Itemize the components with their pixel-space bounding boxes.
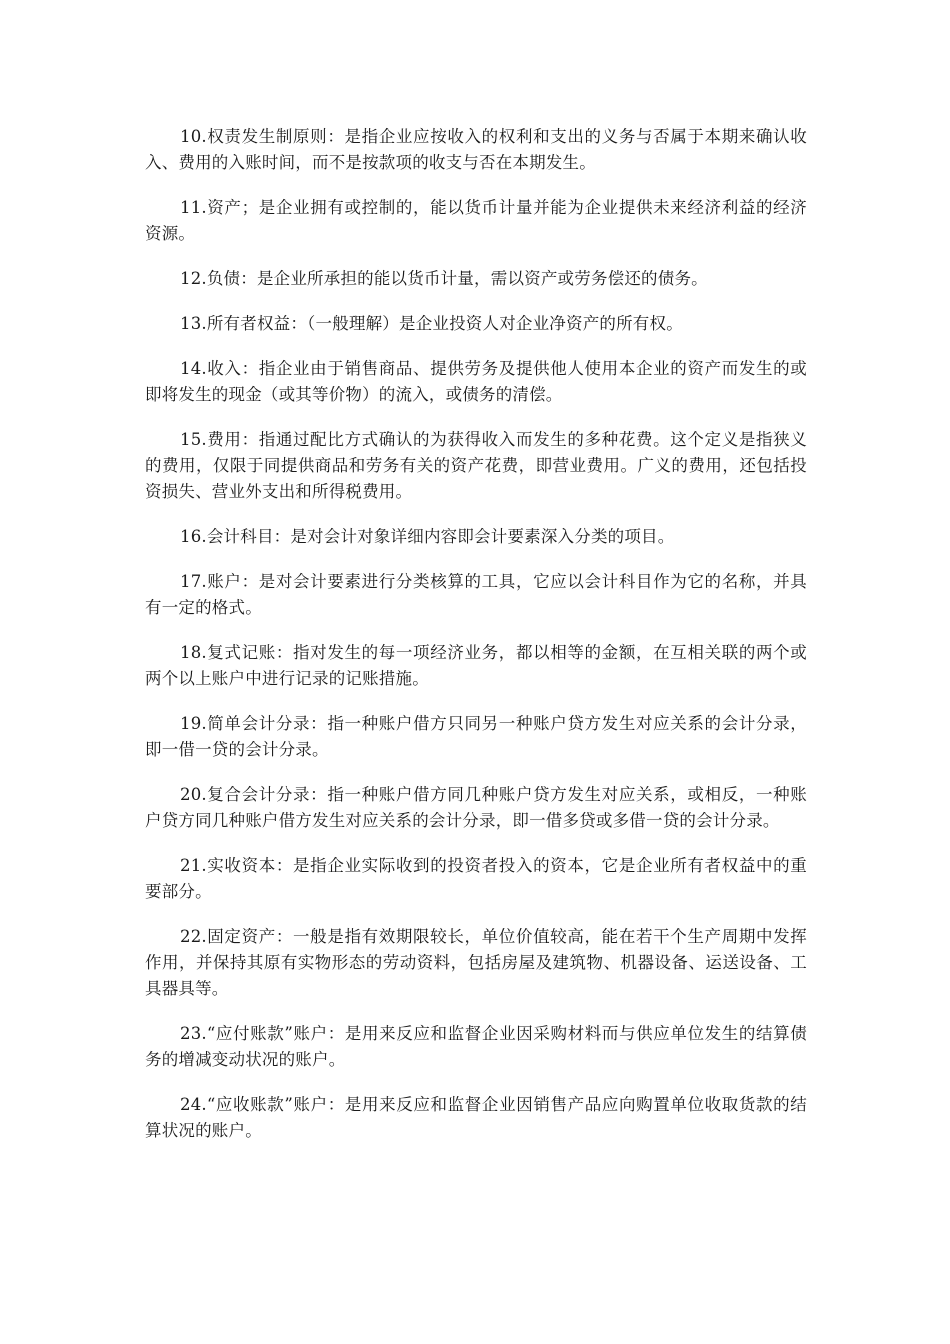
paragraph-16: 16.会计科目：是对会计对象详细内容即会计要素深入分类的项目。 (180, 527, 675, 546)
document-page (145, 124, 807, 1163)
paragraph-13: 13.所有者权益：（一般理解）是企业投资人对企业净资产的所有权。 (180, 314, 683, 333)
paragraph-10: 10.权责发生制原则：是指企业应按收入的权利和支出的义务与否属于本期来确认收入、费用的入账时间，而不是按款项的收支与否在本期发生。 (145, 127, 807, 172)
paragraph-19: 19.简单会计分录：指一种账户借方只同另一种账户贷方发生对应关系的会计分录，即一借一贷的会计分录。 (145, 714, 807, 759)
paragraph-15: 15.费用：指通过配比方式确认的为获得收入而发生的多种花费。这个定义是指狭义的费用，仅限于同提供商品和劳务有关的资产花费，即营业费用。广义的费用，还包括投资损失、营业外支出和所得税费用。 (145, 430, 807, 501)
paragraph-18: 18.复式记账：指对发生的每一项经济业务，都以相等的金额，在互相关联的两个或两个以上账户中进行记录的记账措施。 (145, 643, 807, 688)
paragraph-12: 12.负债：是企业所承担的能以货币计量，需以资产或劳务偿还的债务。 (180, 269, 708, 288)
paragraph-20: 20.复合会计分录：指一种账户借方同几种账户贷方发生对应关系，或相反，一种账户贷方同几种账户借方发生对应关系的会计分录，即一借多贷或多借一贷的会计分录。 (145, 785, 807, 830)
paragraph-17: 17.账户：是对会计要素进行分类核算的工具，它应以会计科目作为它的名称，并具有一定的格式。 (145, 572, 807, 617)
paragraph-24: 24.“应收账款”账户：是用来反应和监督企业因销售产品应向购置单位收取货款的结算状况的账户。 (145, 1095, 807, 1140)
paragraph-11: 11.资产；是企业拥有或控制的，能以货币计量并能为企业提供未来经济利益的经济资源。 (145, 198, 807, 243)
paragraph-21: 21.实收资本：是指企业实际收到的投资者投入的资本，它是企业所有者权益中的重要部分。 (145, 856, 807, 901)
paragraph-14: 14.收入：指企业由于销售商品、提供劳务及提供他人使用本企业的资产而发生的或即将发生的现金（或其等价物）的流入，或债务的清偿。 (145, 359, 807, 404)
paragraph-22: 22.固定资产：一般是指有效期限较长，单位价值较高，能在若干个生产周期中发挥作用，并保持其原有实物形态的劳动资料，包括房屋及建筑物、机器设备、运送设备、工具器具等。 (145, 927, 807, 998)
paragraph-23: 23.“应付账款”账户：是用来反应和监督企业因采购材料而与供应单位发生的结算债务的增减变动状况的账户。 (145, 1024, 807, 1069)
